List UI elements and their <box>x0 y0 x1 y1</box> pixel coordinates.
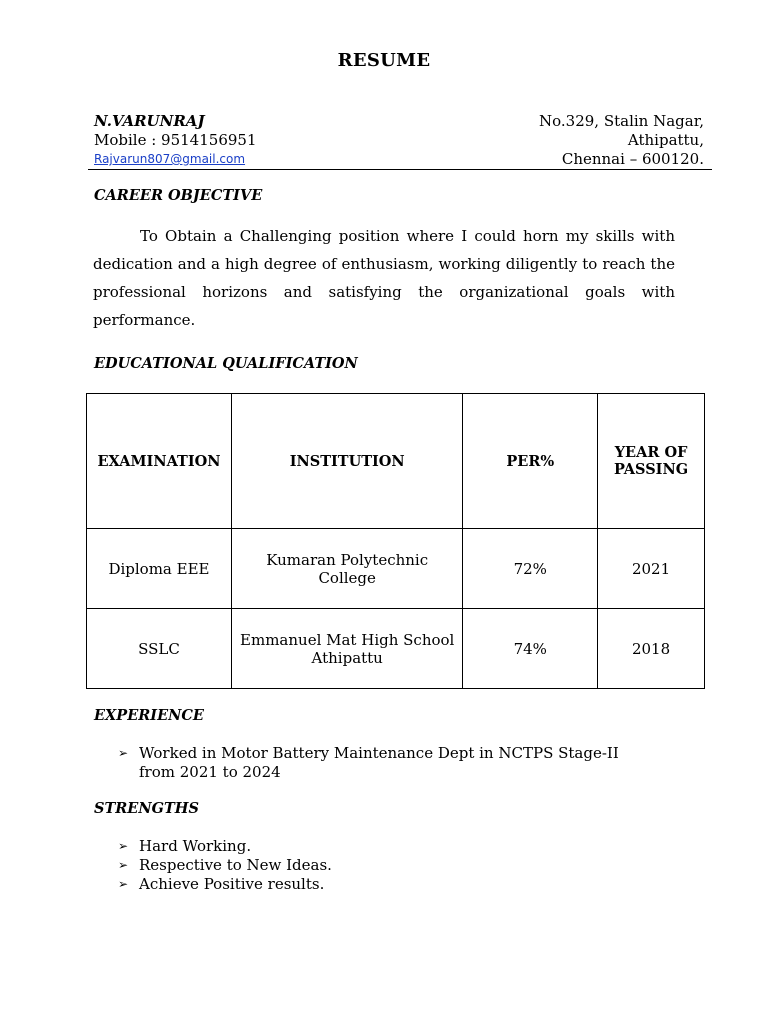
table-cell: Diploma EEE <box>87 529 232 609</box>
list-item-text: Worked in Motor Battery Maintenance Dept in NCTPS Stage-II from 2021 to 2024 <box>139 744 619 781</box>
address-line: Athipattu, <box>627 131 704 149</box>
column-header: PER% <box>463 394 598 529</box>
arrow-bullet-icon: ➢ <box>118 746 129 760</box>
table-cell: Kumaran Polytechnic College <box>231 529 462 609</box>
arrow-bullet-icon: ➢ <box>118 839 129 853</box>
table-header-row <box>87 394 705 529</box>
list-item <box>118 837 618 856</box>
list-item-text: Respective to New Ideas. <box>139 856 332 874</box>
column-header: INSTITUTION <box>231 394 462 529</box>
address-line: Chennai – 600120. <box>561 150 704 168</box>
table-cell: 2018 <box>598 609 705 689</box>
address-block <box>539 112 704 169</box>
email-link[interactable]: Rajvarun807@gmail.com <box>94 152 246 166</box>
candidate-name: N.VARUNRAJ <box>94 112 205 130</box>
experience-list <box>118 744 658 782</box>
list-item-text: Achieve Positive results. <box>139 875 325 893</box>
career-objective-heading: CAREER OBJECTIVE <box>94 187 263 204</box>
strengths-heading: STRENGTHS <box>94 800 199 817</box>
experience-heading: EXPERIENCE <box>94 707 204 724</box>
education-heading: EDUCATIONAL QUALIFICATION <box>94 355 358 372</box>
document-title: RESUME <box>337 50 431 71</box>
header-divider <box>88 169 712 170</box>
table-row <box>87 529 705 609</box>
arrow-bullet-icon: ➢ <box>118 877 129 891</box>
column-header: YEAR OF PASSING <box>598 394 705 529</box>
table-row <box>87 609 705 689</box>
list-item <box>118 875 618 894</box>
contact-block <box>94 112 257 169</box>
career-objective-text: To Obtain a Challenging position where I could horn my skills with dedication and a high degree of enthusiasm, working diligently to reach the professional horizons and satisfying the organizational goals with performance. <box>93 227 675 329</box>
list-item <box>118 856 618 875</box>
column-header: EXAMINATION <box>87 394 232 529</box>
table-cell: SSLC <box>87 609 232 689</box>
arrow-bullet-icon: ➢ <box>118 858 129 872</box>
table-cell: 74% <box>463 609 598 689</box>
list-item-text: Hard Working. <box>139 837 252 855</box>
strengths-list <box>118 837 618 894</box>
list-item <box>118 744 658 782</box>
address-line: No.329, Stalin Nagar, <box>539 112 704 130</box>
mobile-number: Mobile : 9514156951 <box>94 131 257 149</box>
table-cell: 72% <box>463 529 598 609</box>
education-table <box>86 393 705 689</box>
table-cell: Emmanuel Mat High School Athipattu <box>231 609 462 689</box>
table-cell: 2021 <box>598 529 705 609</box>
